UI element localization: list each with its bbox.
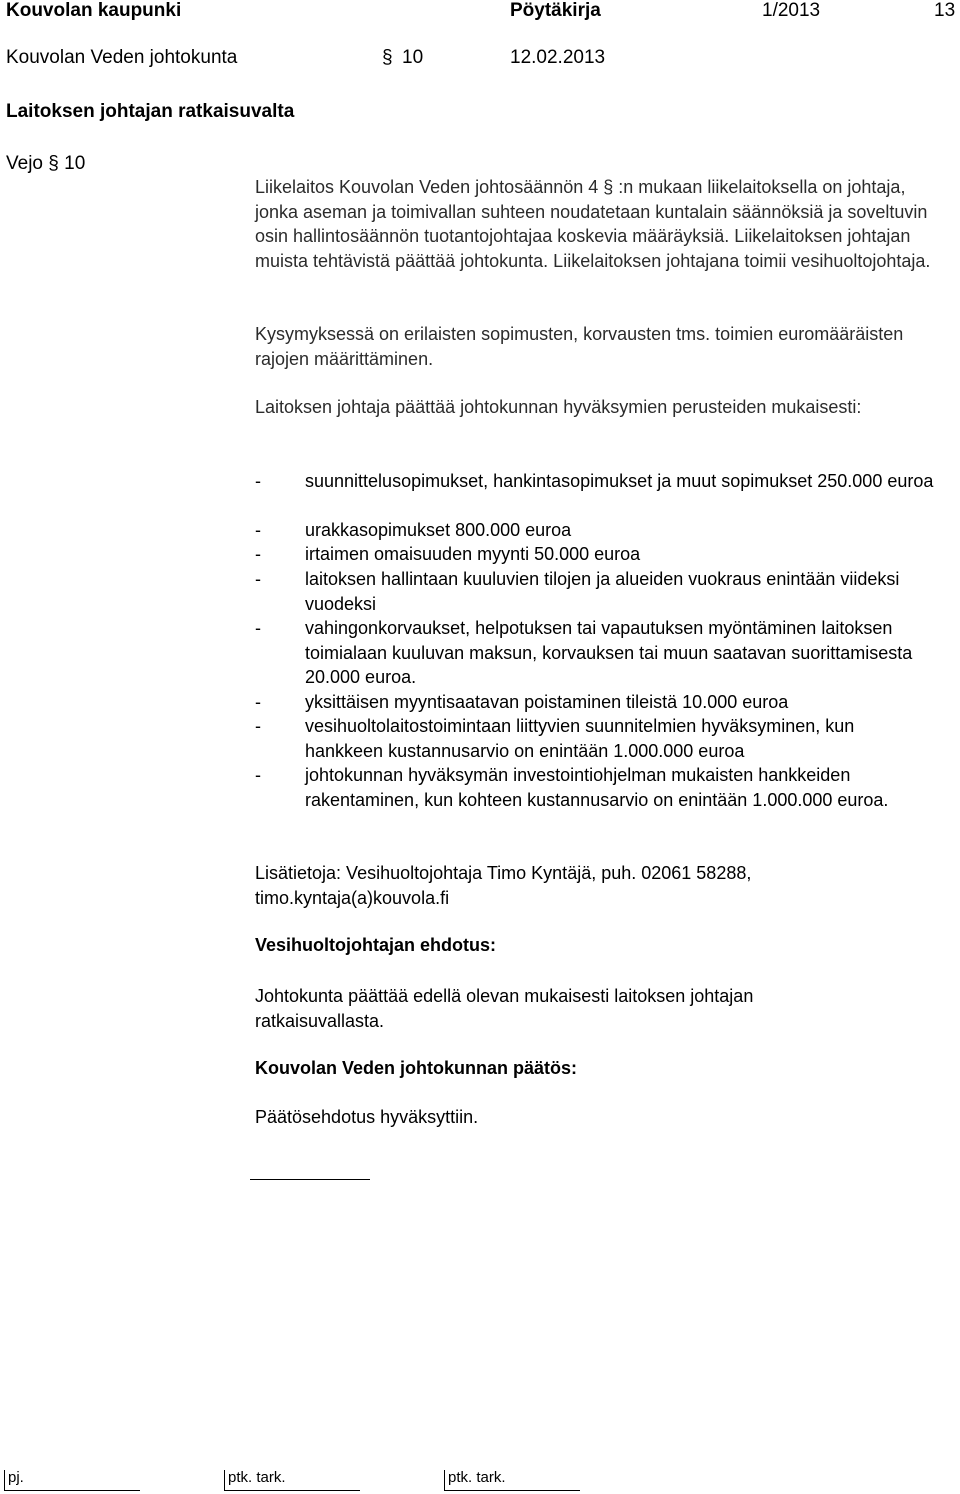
- section-number: 10: [402, 47, 424, 68]
- paragraph-background: Liikelaitos Kouvolan Veden johtosäännön 4 § :n mukaan liikelaitoksella on johtaja, jonka aseman ja toimivallan suhteen noudatetaan kuntalain säännöksiä ja soveltuvin osin hallintosäännön tuotantojohtajaa koskevia määräyksiä. Liikelaitoksen johtajan muista tehtävistä päättää johtokunta. Liikelaitoksen johtajana toimii vesihuoltojohtaja.: [255, 177, 931, 271]
- case-reference: [6, 153, 85, 175]
- list-item: [255, 469, 935, 494]
- list-item: [255, 714, 935, 763]
- list-item: [255, 763, 935, 812]
- list-dash: -: [255, 471, 261, 491]
- signature-line-examiner-1: [224, 1490, 360, 1491]
- list-item-text: yksittäisen myyntisaatavan poistaminen tileistä 10.000 euroa: [305, 692, 789, 712]
- list-item-text: johtokunnan hyväksymän investointiohjelman mukaisten hankkeiden rakentaminen, kun kohteen kustannusarvio on enintään 1.000.000 euroa.: [305, 765, 889, 810]
- signature-label-examiner-2: ptk. tark.: [448, 1469, 506, 1486]
- meeting-date: 12.02.2013: [510, 47, 606, 68]
- footer-tick: [4, 1470, 5, 1490]
- list-dash: -: [255, 544, 261, 564]
- case-number: 10: [64, 153, 86, 174]
- list-item-text: suunnittelusopimukset, hankintasopimukset ja muut sopimukset 250.000 euroa: [305, 471, 934, 491]
- list-item-text: urakkasopimukset 800.000 euroa: [305, 520, 572, 540]
- board-name: Kouvolan Veden johtokunta: [6, 47, 238, 68]
- signature-label-chair: pj.: [8, 1469, 24, 1486]
- list-dash: -: [255, 618, 261, 638]
- case-label: Vejo: [6, 153, 43, 174]
- footer-tick: [444, 1470, 445, 1490]
- list-dash: -: [255, 765, 261, 785]
- list-item-text: vahingonkorvaukset, helpotuksen tai vapautuksen myöntäminen laitoksen toimialaan kuuluvan maksun, korvauksen tai muun saatavan suorittamisesta 20.000 euroa.: [305, 618, 913, 687]
- page-title: Laitoksen johtajan ratkaisuvalta: [6, 101, 295, 122]
- separator-line: [250, 1179, 370, 1180]
- page-number: 13: [934, 0, 956, 21]
- list-dash: -: [255, 716, 261, 736]
- list-dash: -: [255, 520, 261, 540]
- city-name: Kouvolan kaupunki: [6, 0, 182, 21]
- signature-label-examiner-1: ptk. tark.: [228, 1469, 286, 1486]
- proposal-heading: Vesihuoltojohtajan ehdotus:: [255, 935, 497, 955]
- list-item-text: laitoksen hallintaan kuuluvien tilojen ja alueiden vuokraus enintään viideksi vuodeksi: [305, 569, 900, 614]
- list-item-text: vesihuoltolaitostoimintaan liittyvien suunnitelmien hyväksyminen, kun hankkeen kustannusarvio on enintään 1.000.000 euroa: [305, 716, 855, 761]
- list-dash: -: [255, 569, 261, 589]
- decision-text: Päätösehdotus hyväksyttiin.: [255, 1107, 479, 1127]
- contact-info: Lisätietoja: Vesihuoltojohtaja Timo Kyntäjä, puh. 02061 58288, timo.kyntaja(a)kouvola.fi: [255, 863, 752, 908]
- list-dash: -: [255, 692, 261, 712]
- list-item: [255, 690, 935, 715]
- paragraph-question: Kysymyksessä on erilaisten sopimusten, korvausten tms. toimien euromääräisten rajojen määrittäminen.: [255, 324, 904, 369]
- list-item: [255, 616, 935, 690]
- list-item: [255, 567, 935, 616]
- document-number: 1/2013: [762, 0, 821, 21]
- document-type: Pöytäkirja: [510, 0, 601, 21]
- paragraph-intro: Laitoksen johtaja päättää johtokunnan hyväksymien perusteiden mukaisesti:: [255, 397, 862, 417]
- footer-tick: [224, 1470, 225, 1490]
- signature-line-examiner-2: [444, 1490, 580, 1491]
- list-item: [255, 542, 935, 567]
- signature-line-chair: [4, 1490, 140, 1491]
- list-item: [255, 518, 935, 543]
- list-item-text: irtaimen omaisuuden myynti 50.000 euroa: [305, 544, 641, 564]
- case-section-mark: §: [48, 153, 59, 174]
- section-mark: §: [382, 47, 393, 68]
- proposal-text: Johtokunta päättää edellä olevan mukaisesti laitoksen johtajan ratkaisuvallasta.: [255, 986, 754, 1031]
- decision-heading: Kouvolan Veden johtokunnan päätös:: [255, 1058, 578, 1078]
